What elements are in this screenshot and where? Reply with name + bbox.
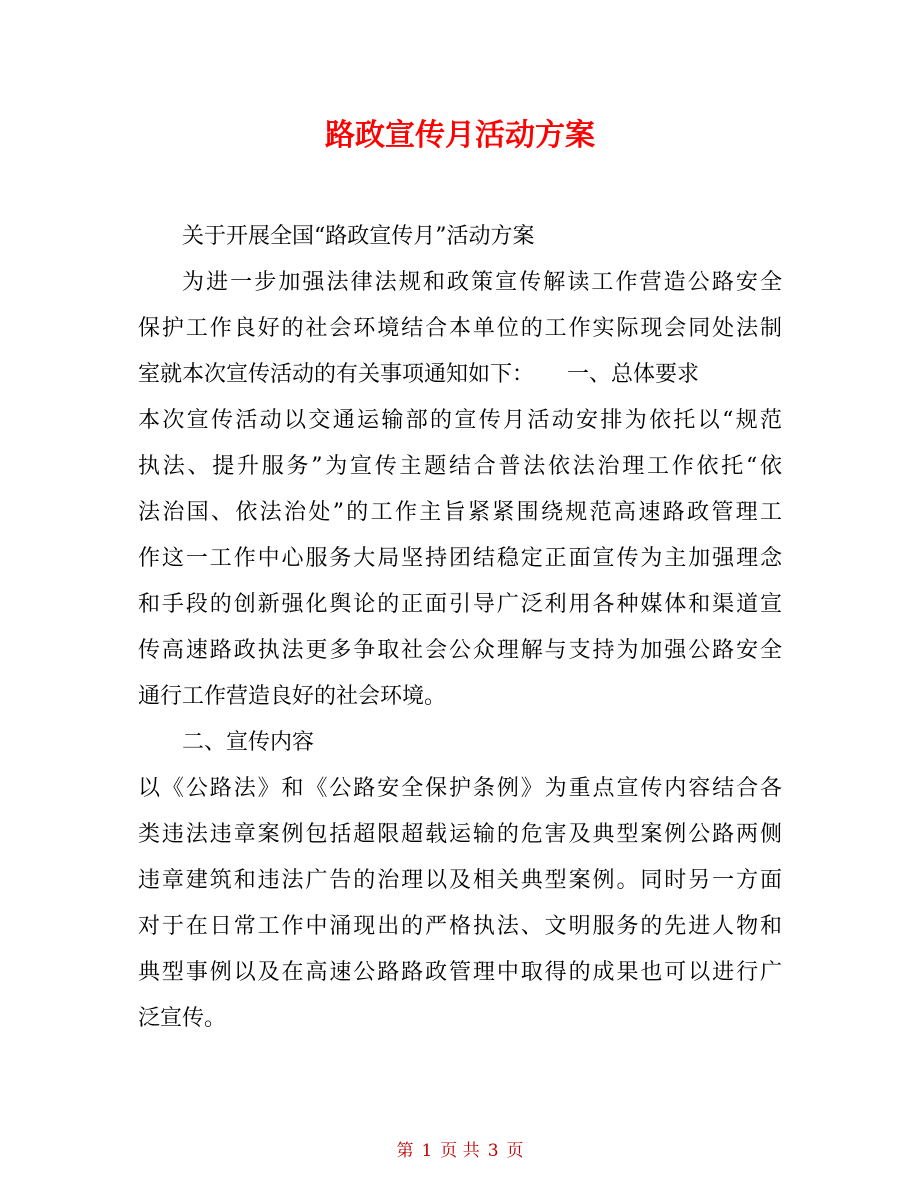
text-line: 传高速路政执法更多争取社会公众理解与支持为加强公路安全 <box>138 638 782 663</box>
text-line: 违章建筑和违法广告的治理以及相关典型案例。同时另一方面 <box>138 868 782 893</box>
text-line: 为进一步加强法律法规和政策宣传解读工作营造公路安全 <box>182 270 782 295</box>
text-line: 法治国、依法治处”的工作主旨紧紧围绕规范高速路政管理工 <box>138 500 782 525</box>
text-line: 和手段的创新强化舆论的正面引导广泛利用各种媒体和渠道宣 <box>138 592 782 617</box>
footer-middle: 页 共 <box>440 1141 480 1161</box>
text-line: 二、宣传内容 <box>182 730 315 755</box>
footer-page-number: 1 <box>421 1141 433 1161</box>
text-line: 作这一工作中心服务大局坚持团结稳定正面宣传为主加强理念 <box>138 546 782 571</box>
text-line: 典型事例以及在高速公路路政管理中取得的成果也可以进行广 <box>138 960 782 985</box>
text-line: 类违法违章案例包括超限超载运输的危害及典型案例公路两侧 <box>138 822 782 847</box>
text-line: 保护工作良好的社会环境结合本单位的工作实际现会同处法制 <box>138 316 782 341</box>
text-line: 执法、提升服务”为宣传主题结合普法依法治理工作依托“依 <box>138 454 782 479</box>
text-line: 对于在日常工作中涌现出的严格执法、文明服务的先进人物和 <box>138 914 782 939</box>
text-line: 本次宣传活动以交通运输部的宣传月活动安排为依托以“规范 <box>138 408 782 433</box>
page-footer <box>0 1140 920 1162</box>
text-line: 泛宣传。 <box>138 1006 227 1031</box>
document-title: 路政宣传月活动方案 <box>325 118 595 153</box>
footer-total-pages: 3 <box>487 1141 499 1161</box>
text-line: 通行工作营造良好的社会环境。 <box>138 684 447 709</box>
text-line: 关于开展全国“路政宣传月”活动方案 <box>182 224 535 249</box>
footer-suffix: 页 <box>506 1141 524 1161</box>
text-line: 室就本次宣传活动的有关事项通知如下： 一、总体要求 <box>138 362 700 387</box>
document-body <box>138 214 782 1042</box>
text-line: 以《公路法》和《公路安全保护条例》为重点宣传内容结合各 <box>138 776 782 801</box>
footer-prefix: 第 <box>396 1141 414 1161</box>
